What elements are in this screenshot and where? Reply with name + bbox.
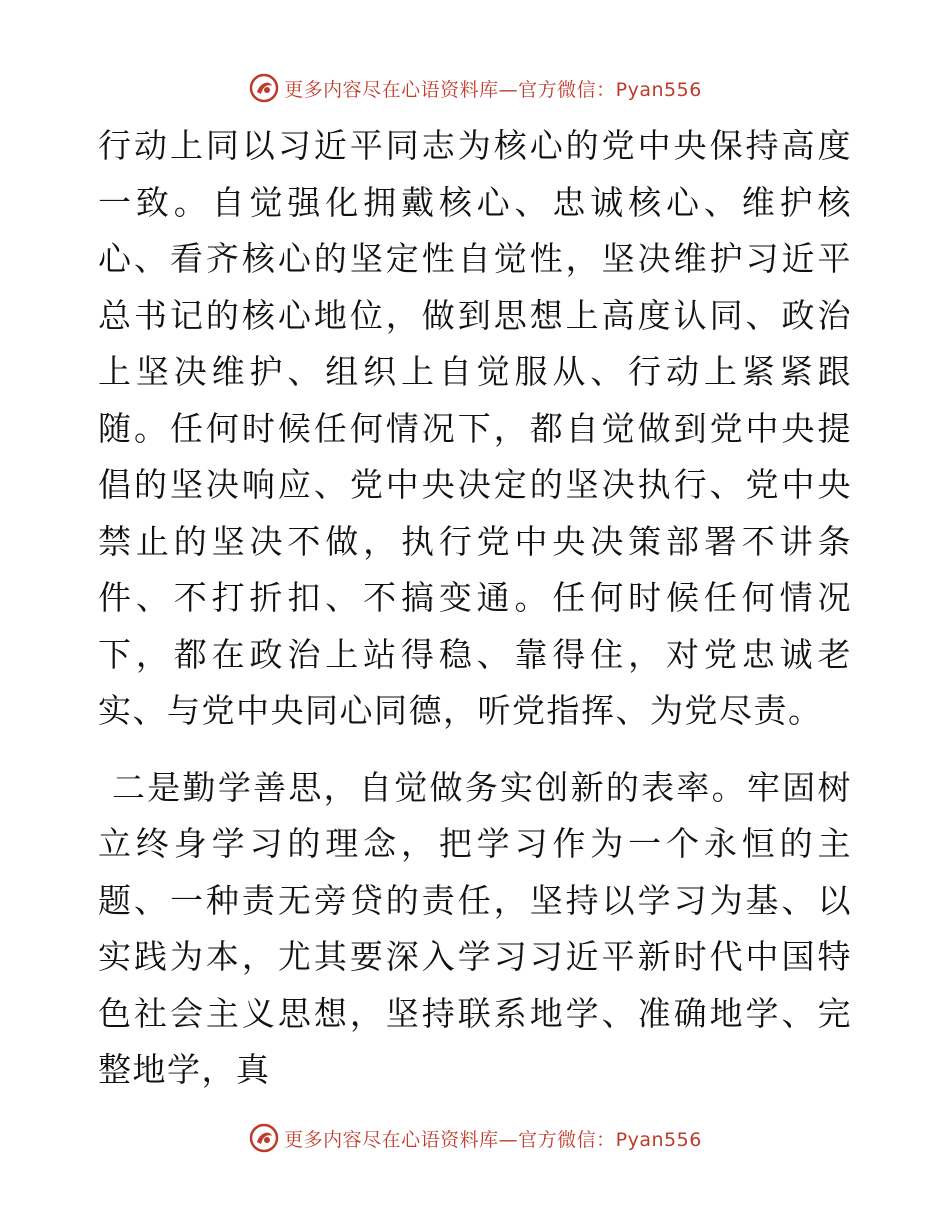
banner-title: 更多内容尽在心语资料库	[284, 78, 499, 101]
banner-title: 更多内容尽在心语资料库	[284, 1128, 499, 1151]
banner-text	[284, 75, 702, 102]
paragraph-1: 行动上同以习近平同志为核心的党中央保持高度一致。自觉强化拥戴核心、忠诚核心、维护核心、看齐核心的坚定性自觉性，坚决维护习近平总书记的核心地位，做到思想上高度认同、政治上坚决维护、组织上自觉服从、行动上紧紧跟随。任何时候任何情况下，都自觉做到党中央提倡的坚决响应、党中央决定的坚决执行、党中央禁止的坚决不做，执行党中央决策部署不讲条件、不打折扣、不搞变通。任何时候任何情况下，都在政治上站得稳、靠得住，对党忠诚老实、与党中央同心同德，听党指挥、为党尽责。	[98, 126, 852, 730]
banner-separator: —	[498, 78, 519, 101]
footer-banner	[0, 1122, 950, 1154]
banner-separator: —	[498, 1128, 519, 1151]
header-banner	[0, 72, 950, 104]
swirl-logo-icon	[248, 72, 280, 104]
document-body	[98, 118, 852, 1099]
banner-contact: 官方微信：Pyan556	[518, 78, 702, 101]
banner-contact: 官方微信：Pyan556	[518, 1128, 702, 1151]
paragraph-2: 二是勤学善思，自觉做务实创新的表率。牢固树立终身学习的理念，把学习作为一个永恒的主题、一种责无旁贷的责任，坚持以学习为基、以实践为本，尤其要深入学习习近平新时代中国特色社会主义思想，坚持联系地学、准确地学、完整地学，真	[98, 767, 852, 1089]
swirl-logo-icon	[248, 1122, 280, 1154]
banner-text	[284, 1125, 702, 1152]
